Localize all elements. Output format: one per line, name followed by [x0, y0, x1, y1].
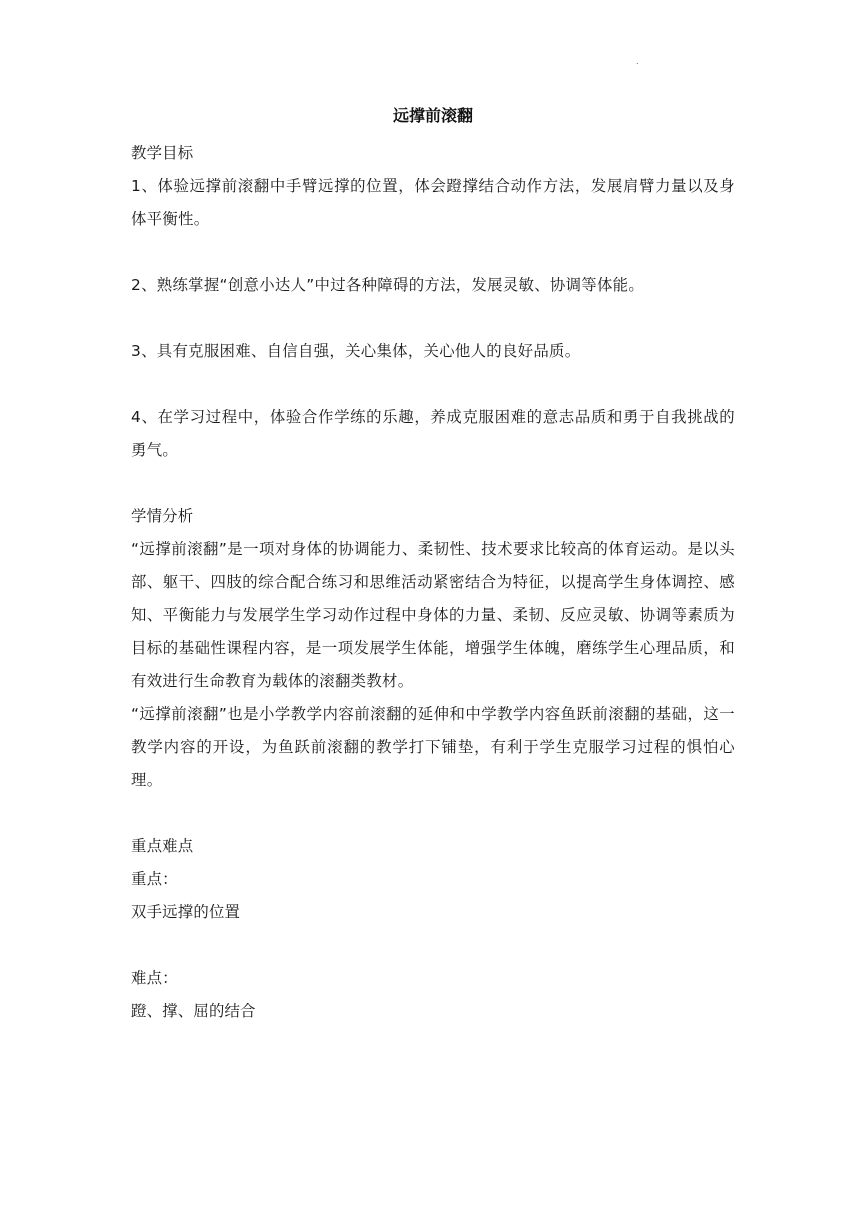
analysis-paragraph-1: “远撑前滚翻”是一项对身体的协调能力、柔韧性、技术要求比较高的体育运动。是以头部、躯干、四肢的综合配合练习和思维活动紧密结合为特征，以提高学生身体调控、感知、平衡能力与发展学生学习动作过程中身体的力量、柔韧、反应灵敏、协调等素质为目标的基础性课程内容，是一项发展学生体能，增强学生体魄，磨练学生心理品质，和有效进行生命教育为载体的滚翻类教材。	[131, 540, 735, 690]
spacer	[131, 467, 735, 500]
key-point-label: 重点：	[131, 870, 178, 888]
spacer	[131, 302, 735, 335]
key-point-text: 双手远撑的位置	[131, 903, 241, 921]
header-mark: .	[636, 57, 639, 66]
analysis-paragraph-2: “远撑前滚翻”也是小学教学内容前滚翻的延伸和中学教学内容鱼跃前滚翻的基础，这一教学内容的开设，为鱼跃前滚翻的教学打下铺垫，有利于学生克服学习过程的惧怕心理。	[131, 705, 735, 789]
difficulty-label: 难点：	[131, 969, 178, 987]
objective-item-2: 2、熟练掌握“创意小达人”中过各种障碍的方法，发展灵敏、协调等体能。	[131, 276, 645, 294]
spacer	[131, 236, 735, 269]
document-body	[131, 104, 735, 1028]
spacer	[131, 797, 735, 830]
objectives-heading: 教学目标	[131, 144, 194, 162]
difficulty-text: 蹬、撑、屈的结合	[131, 1002, 256, 1020]
spacer	[131, 368, 735, 401]
objective-item-1: 1、体验远撑前滚翻中手臂远撑的位置，体会蹬撑结合动作方法，发展肩臂力量以及身体平衡性。	[131, 177, 735, 228]
document-title: 远撑前滚翻	[392, 106, 473, 125]
analysis-heading: 学情分析	[131, 507, 194, 525]
objective-item-4: 4、在学习过程中，体验合作学练的乐趣，养成克服困难的意志品质和勇于自我挑战的勇气。	[131, 408, 735, 459]
spacer	[131, 929, 735, 962]
objective-item-3: 3、具有克服困难、自信自强，关心集体，关心他人的良好品质。	[131, 342, 581, 360]
key-points-heading: 重点难点	[131, 837, 194, 855]
